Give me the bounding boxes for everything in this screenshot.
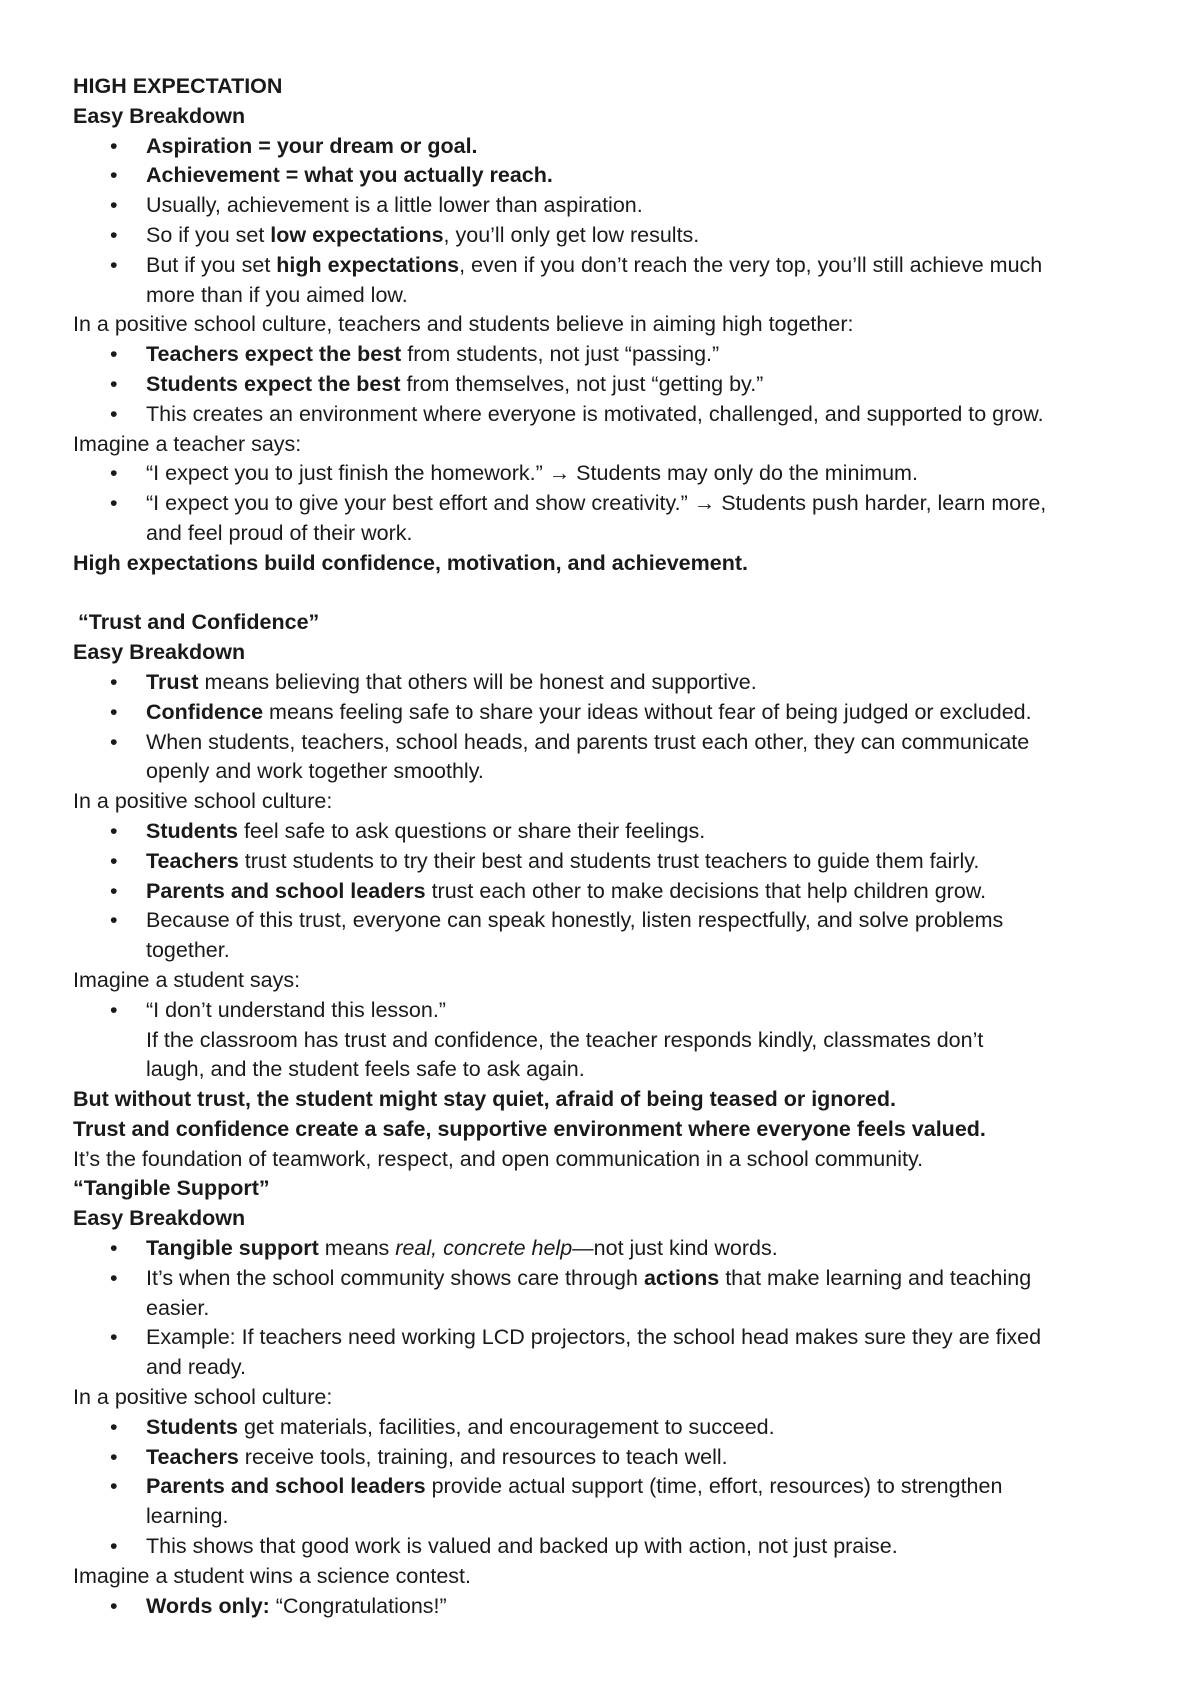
list-item: • But if you set high expectations, even if you don’t reach the very top, you’ll still achieve much more than if you aimed low. [73, 251, 1153, 311]
breakdown-list [73, 668, 1153, 787]
culture-list [73, 1413, 1153, 1562]
list-item: • This shows that good work is valued and backed up with action, not just praise. [73, 1532, 1153, 1562]
list-item: • Example: If teachers need working LCD projectors, the school head makes sure they are fixed and ready. [73, 1323, 1153, 1383]
list-item: • Because of this trust, everyone can speak honestly, listen respectfully, and solve problems together. [73, 906, 1153, 966]
spacer [73, 579, 1153, 609]
example-list [73, 1592, 1153, 1622]
breakdown-list [73, 132, 1153, 311]
paragraph: In a positive school culture: [73, 789, 333, 814]
list-item: • Usually, achievement is a little lower than aspiration. [73, 191, 1153, 221]
list-item: • Aspiration = your dream or goal. [73, 132, 1153, 162]
list-item: • Teachers receive tools, training, and resources to teach well. [73, 1443, 1153, 1473]
list-item: • Parents and school leaders trust each other to make decisions that help children grow. [73, 877, 1153, 907]
paragraph: Imagine a student wins a science contest. [73, 1563, 471, 1588]
list-item: • Students get materials, facilities, and encouragement to succeed. [73, 1413, 1153, 1443]
conclusion: High expectations build confidence, motivation, and achievement. [73, 550, 748, 575]
easy-breakdown-heading: Easy Breakdown [73, 103, 246, 128]
section-title-high-expectation: HIGH EXPECTATION [73, 74, 283, 98]
list-item: • Confidence means feeling safe to share your ideas without fear of being judged or excluded. [73, 698, 1153, 728]
list-item: • “I expect you to just finish the homework.” → Students may only do the minimum. [73, 459, 1153, 489]
breakdown-list [73, 1234, 1153, 1383]
list-item: • Teachers expect the best from students, not just “passing.” [73, 340, 1153, 370]
paragraph: In a positive school culture: [73, 1385, 333, 1410]
paragraph: In a positive school culture, teachers and students believe in aiming high together: [73, 312, 854, 337]
paragraph: Imagine a student says: [73, 967, 301, 992]
list-item: • Trust means believing that others will be honest and supportive. [73, 668, 1153, 698]
list-item: • When students, teachers, school heads, and parents trust each other, they can communicate openly and work together smoothly. [73, 728, 1153, 788]
easy-breakdown-heading: Easy Breakdown [73, 640, 246, 665]
paragraph: Imagine a teacher says: [73, 431, 302, 456]
list-item: • Teachers trust students to try their best and students trust teachers to guide them fairly. [73, 847, 1153, 877]
list-item: • So if you set low expectations, you’ll only get low results. [73, 221, 1153, 251]
section-title-trust-confidence: “Trust and Confidence” [78, 610, 320, 635]
list-item: • Students expect the best from themselves, not just “getting by.” [73, 370, 1153, 400]
list-item: • Achievement = what you actually reach. [73, 161, 1153, 191]
list-item: • Parents and school leaders provide actual support (time, effort, resources) to strengthen learning. [73, 1472, 1153, 1532]
example-list [73, 996, 1153, 1085]
culture-list [73, 340, 1153, 429]
easy-breakdown-heading: Easy Breakdown [73, 1206, 246, 1231]
paragraph: It’s the foundation of teamwork, respect, and open communication in a school community. [73, 1146, 924, 1171]
list-item: • This creates an environment where everyone is motivated, challenged, and supported to grow. [73, 400, 1153, 430]
list-item: • “I don’t understand this lesson.” If the classroom has trust and confidence, the teacher responds kindly, classmates don’t laugh, and the student feels safe to ask again. [73, 996, 1153, 1085]
list-item: • Words only: “Congratulations!” [73, 1592, 1153, 1622]
example-list [73, 459, 1153, 548]
list-item: • It’s when the school community shows care through actions that make learning and teaching easier. [73, 1264, 1153, 1324]
bold-statement: But without trust, the student might stay quiet, afraid of being teased or ignored. [73, 1087, 896, 1112]
list-item: • “I expect you to give your best effort and show creativity.” → Students push harder, learn more, and feel proud of their work. [73, 489, 1153, 549]
bold-statement: Trust and confidence create a safe, supportive environment where everyone feels valued. [73, 1116, 986, 1141]
culture-list [73, 817, 1153, 966]
section-title-tangible-support: “Tangible Support” [73, 1176, 270, 1201]
document-page [73, 72, 1153, 1621]
list-item: • Tangible support means real, concrete help—not just kind words. [73, 1234, 1153, 1264]
list-item: • Students feel safe to ask questions or share their feelings. [73, 817, 1153, 847]
